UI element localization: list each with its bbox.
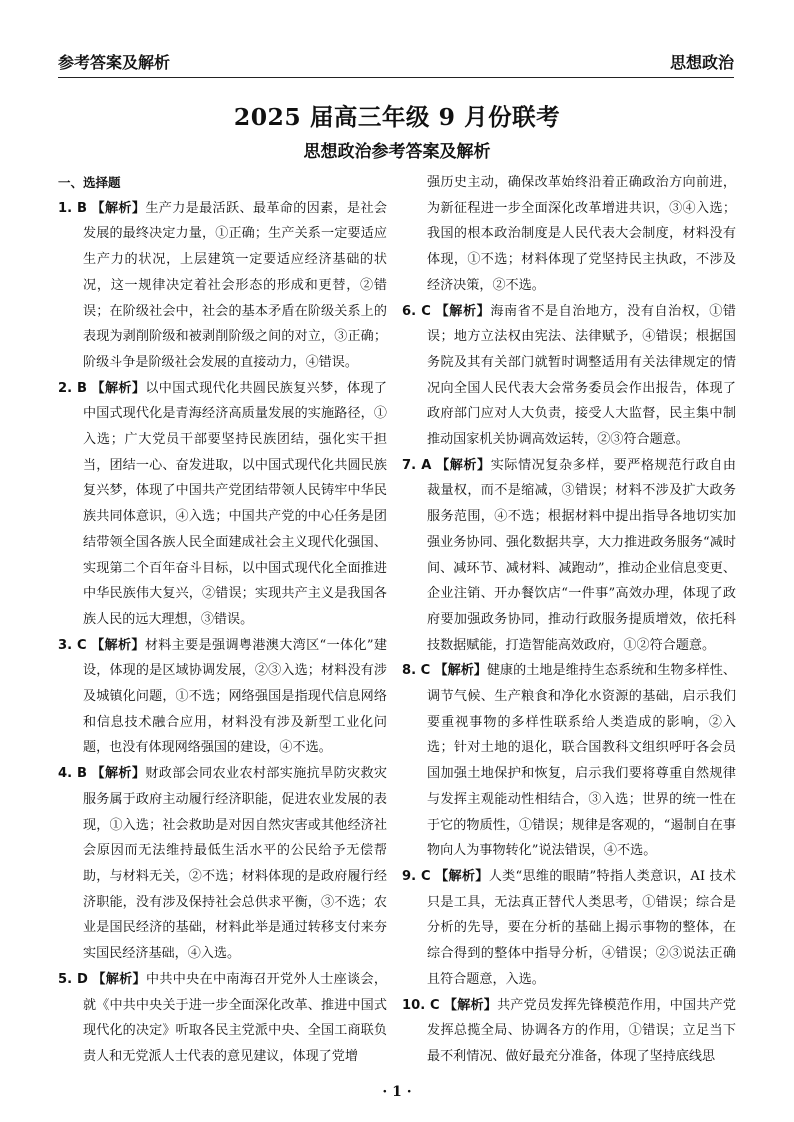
page-subtitle: 思想政治参考答案及解析 (303, 142, 491, 162)
answer-text: 生产力是最活跃、最革命的因素，是社会发展的最终决定力量，①正确；生产关系一定要适应生产力的状况，上层建筑一定要适应经济基础的状况，这一规律决定着社会形态的形成和更替，②错误；在阶级社会中，社会的基本矛盾在阶级关系上的表现为剥削阶级和被剥削阶级之间的对立，③正确；阶级斗争是阶级社会发展的直接动力，④错误。 (83, 200, 388, 370)
analysis-tag: 【解析】 (91, 766, 146, 782)
answer-text: 共产党员发挥先锋模范作用，中国共产党发挥总揽全局、协调各方的作用，①错误；立足当下最不利情况、做好最充分准备，体现了坚持底线思 (427, 997, 736, 1064)
answer-item (58, 196, 387, 376)
analysis-tag: 【解析】 (91, 200, 146, 216)
page-title: 2025 届高三年级 9 月份联考 (233, 103, 561, 131)
answer-number: 7. A (402, 457, 432, 473)
answer-item (402, 299, 736, 453)
answer-item (402, 658, 736, 864)
answer-text: 实际情况复杂多样，要严格规范行政自由裁量权，而不是缩减，③错误；材料不涉及扩大政务服务范围，④不选；根据材料中提出指导各地切实加强业务协同、强化数据共享，大力推进政务服务“减时间、减环节、减材料、减跑动”，推动企业信息变更、企业注销、开办餐饮店“一件事”高效办理，体现了政府要加强政务协同，推动行政服务提质增效，依托科技数据赋能，打造智能高效政府，①②符合题意。 (427, 457, 737, 653)
answer-text: 海南省不是自治地方，没有自治权，①错误；地方立法权由宪法、法律赋予，④错误；根据国务院及其有关部门就暂时调整适用有关法律规定的情况向全国人民代表大会常务委员会作出报告，体现了政府部门应对人大负责，接受人大监督，民主集中制推动国家机关协调高效运转，②③符合题意。 (427, 303, 736, 448)
analysis-tag: 【解析】 (92, 971, 146, 987)
analysis-tag: 【解析】 (434, 663, 487, 679)
header-right-label: 思想政治 (669, 53, 734, 72)
answer-item (58, 633, 387, 762)
answer-number: 9. C (402, 868, 431, 884)
answer-number: 8. C (402, 663, 431, 679)
answer-item (58, 376, 387, 633)
answer-number: 3. C (58, 637, 87, 653)
answer-text: 中共中央在中南海召开党外人士座谈会，就《中共中央关于进一步全面深化改革、推进中国式现代化的决定》听取各民主党派中央、全国工商联负责人和无党派人士代表的意见建议，体现了党增 (83, 971, 387, 1064)
left-column (58, 170, 387, 1070)
answer-number: 10. C (402, 997, 440, 1013)
answer-item (58, 967, 387, 1070)
analysis-tag: 【解析】 (91, 637, 145, 653)
answer-text: 人类“思维的眼睛”特指人类意识，AI 技术只是工具，无法真正替代人类思考，①错误；综合是分析的先导，要在分析的基础上揭示事物的整体，在综合得到的整体中指导分析，④错误；②③说法正确且符合题意，入选。 (427, 868, 736, 987)
analysis-tag: 【解析】 (436, 457, 491, 473)
answer-item (402, 864, 736, 993)
answer-item (58, 761, 387, 967)
analysis-tag: 【解析】 (435, 303, 491, 319)
answer-item (402, 453, 736, 659)
answer-text: 以中国式现代化共圆民族复兴梦，体现了中国式现代化是青海经济高质量发展的实施路径，①入选；广大党员干部要坚持民族团结，强化实干担当，团结一心、奋发进取，以中国式现代化共圆民族复兴梦，体现了中国共产党团结带领人民铸牢中华民族共同体意识，④入选；中国共产党的中心任务是团结带领全国各族人民全面建成社会主义现代化强国、实现第二个百年奋斗目标，以中国式现代化全面推进中华民族伟大复兴，②错误；实现共产主义是我国各族人民的远大理想，③错误。 (83, 380, 388, 627)
analysis-tag: 【解析】 (91, 380, 146, 396)
answer-number: 2. B (58, 380, 87, 396)
section-heading: 一、选择题 (58, 175, 121, 190)
answer-number: 4. B (58, 766, 87, 782)
page-number: · 1 · (382, 1084, 412, 1100)
answer-number: 1. B (58, 200, 87, 216)
answer-continuation: 强历史主动，确保改革始终沿着正确政治方向前进，为新征程进一步全面深化改革增进共识，③④入选；我国的根本政治制度是人民代表大会制度，材料没有体现，①不选；材料体现了党坚持民主执政，不涉及经济决策，②不选。 (427, 175, 736, 293)
right-column (402, 170, 736, 1070)
answer-text: 财政部会同农业农村部实施抗旱防灾救灾服务属于政府主动履行经济职能，促进农业发展的表现，①入选；社会救助是对因自然灾害或其他经济社会原因而无法维持最低生活水平的公民给予无偿帮助，与材料无关，②不选；材料体现的是政府履行经济职能，没有涉及保持社会总供求平衡，③不选；农业是国民经济的基础，材料此举是通过转移支付来夯实国民经济基础，④入选。 (83, 766, 388, 962)
answer-text: 材料主要是强调粤港澳大湾区“一体化”建设，体现的是区域协调发展，②③入选；材料没有涉及城镇化问题，①不选；网络强国是指现代信息网络和信息技术融合应用，材料没有涉及新型工业化问题，也没有体现网络强国的建设，④不选。 (83, 637, 388, 756)
page-header (58, 48, 734, 78)
analysis-tag: 【解析】 (435, 868, 489, 884)
answer-number: 6. C (402, 303, 431, 319)
answer-text: 健康的土地是维持生态系统和生物多样性、调节气候、生产粮食和净化水资源的基础，启示我们要重视事物的多样性联系给人类造成的影响，②入选；针对土地的退化，联合国教科文组织呼吁各会员国加强土地保护和恢复，启示我们要将尊重自然规律与发挥主观能动性相结合，③入选；世界的统一性在于它的物质性，①错误；规律是客观的，“遏制自在事物向人为事物转化”说法错误，④不选。 (427, 663, 737, 859)
answer-number: 5. D (58, 971, 88, 987)
header-left-label: 参考答案及解析 (58, 53, 171, 72)
answer-item (402, 993, 736, 1070)
analysis-tag: 【解析】 (443, 997, 498, 1013)
